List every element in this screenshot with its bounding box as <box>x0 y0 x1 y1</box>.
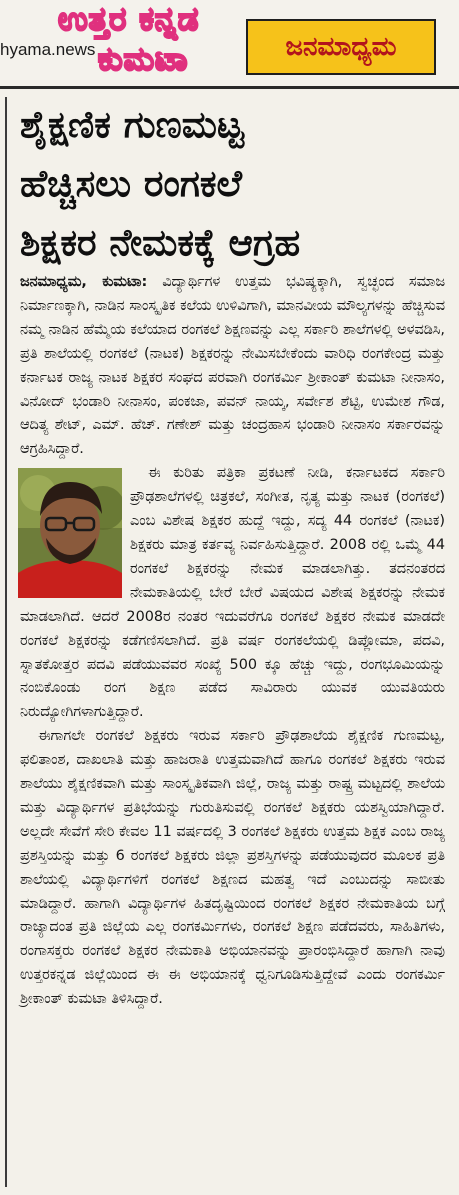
article-body <box>20 271 445 1012</box>
column-rule <box>5 97 7 1187</box>
location-overlay-district: ಉತ್ತರ ಕನ್ನಡ <box>58 0 200 38</box>
paragraph <box>20 725 445 1012</box>
paragraph-text: ಈಗಾಗಲೇ ರಂಗಕಲೆ ಶಿಕ್ಷಕರು ಇರುವ ಸರ್ಕಾರಿ ಪ್ರೌಢಶಾಲೆಯ ಶೈಕ್ಷಣಿಕ ಗುಣಮಟ್ಟ, ಫಲಿತಾಂಶ, ದಾಖಲಾತಿ ಮತ್ತು ಹಾಜರಾತಿ ಉತ್ತಮವಾಗಿದೆ ಹಾಗೂ ರಂಗಕಲೆ ಶಿಕ್ಷಕರು ಇರುವ ಶಾಲೆಯು ಶೈಕ್ಷಣಿಕವಾಗಿ ಮತ್ತು ಸಾಂಸ್ಕೃತಿಕವಾಗಿ ಜಿಲ್ಲೆ, ರಾಜ್ಯ ಮತ್ತು ರಾಷ್ಟ್ರ ಮಟ್ಟದಲ್ಲಿ ಶಾಲೆಯ ಮತ್ತು ವಿದ್ಯಾರ್ಥಿಗಳ ಪ್ರತಿಭೆಯನ್ನು ಗುರುತಿಸುವಲ್ಲಿ ರಂಗಕಲೆ ಶಿಕ್ಷಕರು ಯಶಸ್ವಿಯಾಗಿದ್ದಾರೆ. ಅಲ್ಲದೇ ಸೇವೆಗೆ ಸೇರಿ ಕೇವಲ 11 ವರ್ಷದಲ್ಲಿ 3 ರಂಗಕಲೆ ಶಿಕ್ಷಕರು ಉತ್ತಮ ಶಿಕ್ಷಕ ಎಂಬ ರಾಜ್ಯ ಪ್ರಶಸ್ತಿಯನ್ನು ಮತ್ತು 6 ರಂಗಕಲೆ ಶಿಕ್ಷಕರು ಜಿಲ್ಲಾ ಪ್ರಶಸ್ತಿಗಳನ್ನು ಪಡೆಯುವುದರ ಮೂಲಕ ಪ್ರತಿ ಶಾಲೆಯಲ್ಲಿ ವಿದ್ಯಾರ್ಥಿಗಳಿಗೆ ರಂಗಕಲೆ ಶಿಕ್ಷಣದ ಮಹತ್ವ ಇದೆ ಎಂಬುದನ್ನು ಸಾಬೀತು ಮಾಡಿದ್ದಾರೆ. ಹಾಗಾಗಿ ವಿದ್ಯಾರ್ಥಿಗಳ ಹಿತದೃಷ್ಟಿಯಿಂದ ರಂಗಕಲೆ ಶಿಕ್ಷಕರ ನೇಮಕಾತಿಯ ಬಗ್ಗೆ ರಾಜ್ಯಾದಂತ ಪ್ರತಿ ಜಿಲ್ಲೆಯ ಎಲ್ಲ ರಂಗಕರ್ಮಿಗಳು, ರಂಗಕಲೆ ಶಿಕ್ಷಣ ಪಡೆದವರು, ಸಾಹಿತಿಗಳು, ರಂಗಾಸಕ್ತರು ರಂಗಕಲೆ ಶಿಕ್ಷಕರ ನೇಮಕಾತಿ ಅಭಿಯಾನವನ್ನು ಪ್ರಾರಂಭಿಸಿದ್ದಾರೆ ಹಾಗಾಗಿ ನಾವು ಉತ್ತರಕನ್ನಡ ಜಿಲ್ಲೆಯಿಂದ ಈ ಈ ಅಭಿಯಾನಕ್ಕೆ ಧ್ವನಿಗೂಡಿಸುತ್ತಿದ್ದೇವೆ ಎಂದು ರಂಗಕರ್ಮಿ ಶ್ರೀಕಾಂತ್ ಕುಮಟಾ ತಿಳಿಸಿದ್ದಾರೆ. <box>20 728 445 1008</box>
person-photo <box>18 468 122 598</box>
article <box>0 89 459 1195</box>
masthead <box>0 0 459 86</box>
headline <box>20 95 440 272</box>
headline-line: ಶಿಕ್ಷಕರ ನೇಮಕಕ್ಕೆ ಆಗ್ರಹ <box>20 221 301 264</box>
brand-name: ಜನಮಾಧ್ಯಮ <box>285 31 397 62</box>
headline-line: ಶೈಕ್ಷಣಿಕ ಗುಣಮಟ್ಟ <box>20 103 244 146</box>
brand-logo <box>246 19 436 75</box>
headline-line: ಹೆಚ್ಚಿಸಲು ರಂಗಕಲೆ <box>20 162 243 205</box>
dateline: ಜನಮಾಧ್ಯಮ, ಕುಮಟಾ: <box>20 274 148 290</box>
paragraph <box>20 271 445 462</box>
site-url: hyama.news <box>0 40 96 59</box>
portrait-image <box>18 468 122 598</box>
paragraph-text: ಈ ಕುರಿತು ಪತ್ರಿಕಾ ಪ್ರಕಟಣೆ ನೀಡಿ, ಕರ್ನಾಟಕದ ಸರ್ಕಾರಿ ಪ್ರೌಢಶಾಲೆಗಳಲ್ಲಿ ಚಿತ್ರಕಲೆ, ಸಂಗೀತ, ನೃತ್ಯ ಮತ್ತು ನಾಟಕ (ರಂಗಕಲೆ) ಎಂಬ ವಿಶೇಷ ಶಿಕ್ಷಕರ ಹುದ್ದೆ ಇದ್ದು, ಸದ್ಯ 44 ರಂಗಕಲೆ (ನಾಟಕ) ಶಿಕ್ಷಕರು ಮಾತ್ರ ಕರ್ತವ್ಯ ನಿರ್ವಹಿಸುತ್ತಿದ್ದಾರೆ. 2008 ರಲ್ಲಿ ಒಮ್ಮೆ 44 ರಂಗಕಲೆ ಶಿಕ್ಷಕರನ್ನು ನೇಮಕ ಮಾಡಲಾಗಿತ್ತು. ತದನಂತರದ ನೇಮಕಾತಿಯಲ್ಲಿ ಬೇರೆ ಬೇರೆ ವಿಷಯದ ವಿಶೇಷ ಶಿಕ್ಷಕರನ್ನು ನೇಮಕ ಮಾಡಲಾಗಿದೆ. ಆದರೆ 2008ರ ನಂತರ ಇದುವರೆಗೂ ರಂಗಕಲೆ ಶಿಕ್ಷಕರ ನೇಮಕ ಮಾಡದೇ ರಂಗಕಲೆ ಶಿಕ್ಷಕರನ್ನು ಕಡೆಗಣಿಸಲಾಗಿದೆ. ಪ್ರತಿ ವರ್ಷ ರಂಗಕಲೆಯಲ್ಲಿ ಡಿಪ್ಲೋಮಾ, ಪದವಿ, ಸ್ನಾತಕೋತ್ತರ ಪದವಿ ಪಡೆಯುವವರ ಸಂಖ್ಯೆ 500 ಕ್ಕೂ ಹೆಚ್ಚು ಇದ್ದು, ರಂಗಭೂಮಿಯನ್ನು ನಂಬಿಕೊಂಡು ರಂಗ ಶಿಕ್ಷಣ ಪಡೆದ ಸಾವಿರಾರು ಯುವಕ ಯುವತಿಯರು ನಿರುದ್ಯೋಗಿಗಳಾಗುತ್ತಿದ್ದಾರೆ. <box>20 465 445 721</box>
paragraph <box>20 462 445 725</box>
paragraph-text: ವಿದ್ಯಾರ್ಥಿಗಳ ಉತ್ತಮ ಭವಿಷ್ಯಕ್ಕಾಗಿ, ಸ್ವಚ್ಛಂದ ಸಮಾಜ ನಿರ್ಮಾಣಕ್ಕಾಗಿ, ನಾಡಿನ ಸಾಂಸ್ಕೃತಿಕ ಕಲೆಯ ಉಳಿವಿಗಾಗಿ, ಮಾನವೀಯ ಮೌಲ್ಯಗಳನ್ನು ಹೆಚ್ಚಿಸುವ ನಮ್ಮ ನಾಡಿನ ಹೆಮ್ಮೆಯ ಕಲೆಯಾದ ರಂಗಕಲೆ ಶಿಕ್ಷಣವನ್ನು ಎಲ್ಲ ಸರ್ಕಾರಿ ಶಾಲೆಗಳಲ್ಲಿ ಅಳವಡಿಸಿ, ಪ್ರತಿ ಶಾಲೆಯಲ್ಲಿ ರಂಗಕಲೆ (ನಾಟಕ) ಶಿಕ್ಷಕರನ್ನು ನೇಮಿಸಬೇಕೆಂದು ವಾರಿಧಿ ರಂಗಕೇಂದ್ರ ಮತ್ತು ಕರ್ನಾಟಕ ರಾಜ್ಯ ನಾಟಕ ಶಿಕ್ಷಕರ ಸಂಘದ ಪರವಾಗಿ ರಂಗಕರ್ಮಿ ಶ್ರೀಕಾಂತ್ ಕುಮಟಾ ನೀನಾಸಂ, ವಿನೋದ್ ಭಂಡಾರಿ ನೀನಾಸಂ, ಪಂಕಜಾ, ಪವನ್ ನಾಯ್ಕ, ಸರ್ವೇಶ ಶೆಟ್ಟಿ, ಉಮೇಶ ಗೌಡ, ಆದಿತ್ಯ ಶೇಟ್, ಎಮ್. ಹೆಚ್. ಗಣೇಶ್ ಮತ್ತು ಚಂದ್ರಹಾಸ ಭಂಡಾರಿ ನೀನಾಸಂ ಸರ್ಕಾರವನ್ನು ಆಗ್ರಹಿಸಿದ್ದಾರೆ. <box>20 274 446 458</box>
location-overlay-town: ಕುಮಟಾ <box>98 40 189 78</box>
